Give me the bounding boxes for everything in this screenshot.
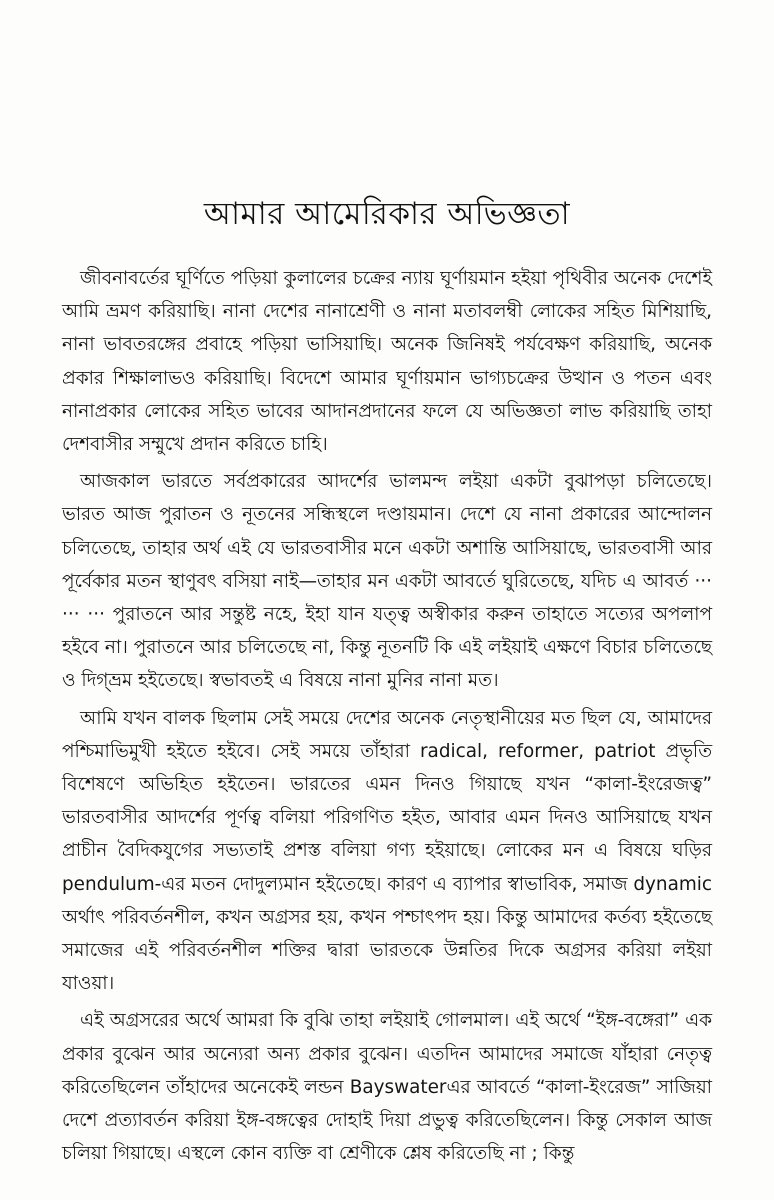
paragraph-1: জীবনাবর্তের ঘূর্ণিতে পড়িয়া কুলালের চক্রের ন্যায় ঘূর্ণায়মান হইয়া পৃথিবীর অনেক দেশেই আমি ভ্রমণ করিয়াছি। নানা দেশের নানাশ্রেণী ও নানা মতাবলম্বী লোকের সহিত মিশিয়াছি, নানা ভাবতরঙ্গের প্রবাহে পড়িয়া ভাসিয়াছি। অনেক জিনিষই পর্যবেক্ষণ করিয়াছি, অনেক প্রকার শিক্ষালাভও করিয়াছি। বিদেশে আমার ঘূর্ণায়মান ভাগ্যচক্রের উত্থান ও পতন এবং নানাপ্রকার লোকের সহিত ভাবের আদানপ্রদানের ফলে যে অভিজ্ঞতা লাভ করিয়াছি তাহা দেশবাসীর সম্মুখে প্রদান করিতে চাহি।: [62, 268, 712, 456]
paragraph-4: এই অগ্রসরের অর্থে আমরা কি বুঝি তাহা লইয়াই গোলমাল। এই অর্থে “ইঙ্গ-বঙ্গেরা” এক প্রকার বুঝেন আর অন্যেরা অন্য প্রকার বুঝেন। এতদিন আমাদের সমাজে যাঁহারা নেতৃত্ব করিতেছিলেন তাঁহাদের অনেকেই লন্ডন Bayswaterএর আবর্তে “কালা-ইংরেজ” সাজিয়া দেশে প্রত্যাবর্তন করিয়া ইঙ্গ-বঙ্গত্বের দোহাই দিয়া প্রভুত্ব করিতেছিলেন। কিন্তু সেকাল আজ চলিয়া গিয়াছে। এস্থলে কোন ব্যক্তি বা শ্রেণীকে শ্লেষ করিতেছি না ; কিন্তু: [62, 1010, 712, 1165]
chapter-title: আমার আমেরিকার অভিজ্ঞতা: [203, 196, 571, 232]
paragraph-3: আমি যখন বালক ছিলাম সেই সময়ে দেশের অনেক নেতৃস্থানীয়ের মত ছিল যে, আমাদের পশ্চিমাভিমুখী হইতে হইবে। সেই সময়ে তাঁহারা radical, reformer, patriot প্রভৃতি বিশেষণে অভিহিত হইতেন। ভারতের এমন দিনও গিয়াছে যখন “কালা-ইংরেজত্ব” ভারতবাসীর আদর্শের পূর্ণত্ব বলিয়া পরিগণিত হইত, আবার এমন দিনও আসিয়াছে যখন প্রাচীন বৈদিকযুগের সভ্যতাই প্রশস্ত বলিয়া গণ্য হইয়াছে। লোকের মন এ বিষয়ে ঘড়ির pendulum-এর মতন দোদুল্যমান হইতেছে। কারণ এ ব্যাপার স্বাভাবিক, সমাজ dynamic অর্থাৎ পরিবর্তনশীল, কখন অগ্রসর হয়, কখন পশ্চাৎপদ হয়। কিন্তু আমাদের কর্তব্য হইতেছে সমাজের এই পরিবর্তনশীল শক্তির দ্বারা ভারতকে উন্নতির দিকে অগ্রসর করিয়া লইয়া যাওয়া।: [62, 707, 712, 995]
paragraph-2: আজকাল ভারতে সর্বপ্রকারের আদর্শের ভালমন্দ লইয়া একটা বুঝাপড়া চলিতেছে। ভারত আজ পুরাতন ও নূতনের সন্ধিস্থলে দণ্ডায়মান। দেশে যে নানা প্রকারের আন্দোলন চলিতেছে, তাহার অর্থ এই যে ভারতবাসীর মনে একটা অশান্তি আসিয়াছে, ভারতবাসী আর পূর্বেকার মতন স্থাণুবৎ বসিয়া নাই—তাহার মন একটা আবর্তে ঘুরিতেছে, যদিচ এ আবর্ত ··· ··· ··· পুরাতনে আর সন্তুষ্ট নহে, ইহা যান যত্ত্ব অস্বীকার করুন তাহাতে সত্যের অপলাপ হইবে না। পুরাতনে আর চলিতেছে না, কিন্তু নূতনটি কি এই লইয়াই এক্ষণে বিচার চলিতেছে ও দিগ্‌ভ্রম হইতেছে। স্বভাবতই এ বিষয়ে নানা মুনির নানা মত।: [62, 471, 712, 692]
chapter-body: [62, 262, 712, 1174]
